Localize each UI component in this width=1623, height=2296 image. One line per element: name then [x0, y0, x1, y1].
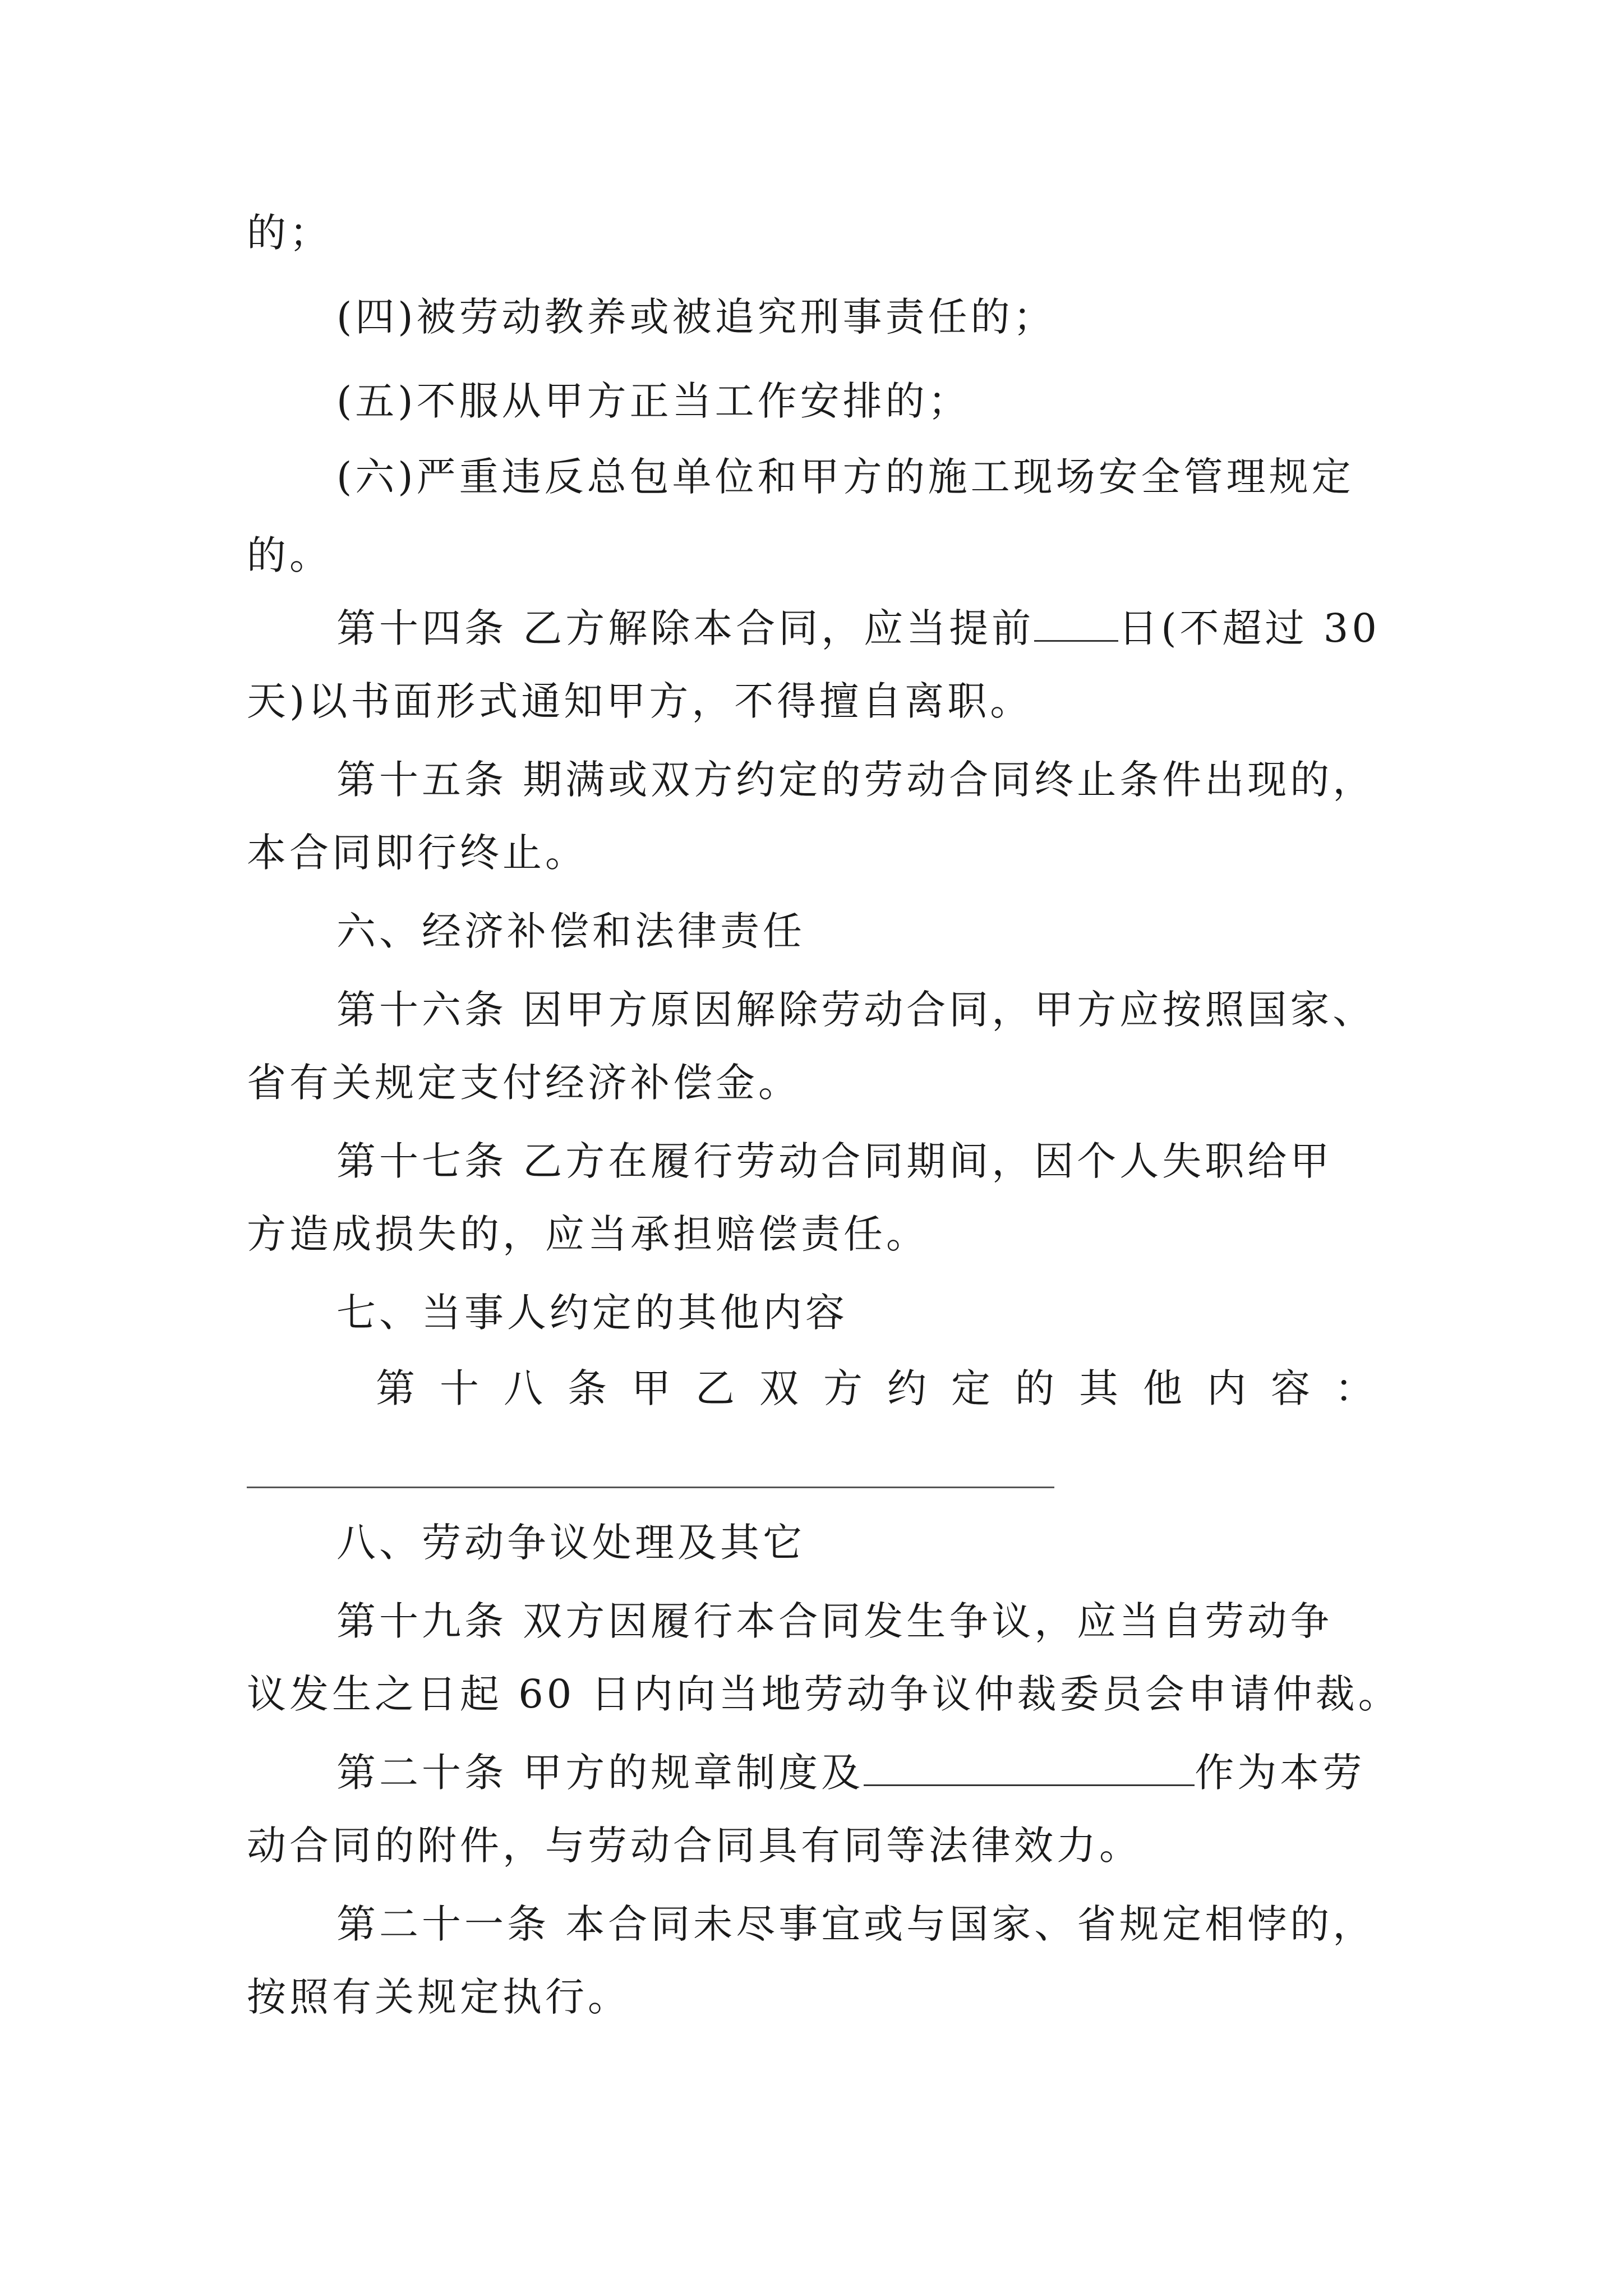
text-line: 动合同的附件，与劳动合同具有同等法律效力。 [247, 1823, 1142, 1869]
article-20-text: 第二十条 甲方的规章制度及 [336, 1750, 864, 1796]
article-15: 第十五条 期满或双方约定的劳动合同终止条件出现的， [336, 757, 1376, 803]
spread-char: 八 [504, 1365, 543, 1411]
spread-char: 乙 [695, 1365, 735, 1411]
article-21: 第二十一条 本合同未尽事宜或与国家、省规定相悖的， [336, 1901, 1376, 1947]
text-line: 本合同即行终止。 [247, 830, 588, 876]
spread-char: 定 [951, 1365, 990, 1411]
article-19: 第十九条 双方因履行本合同发生争议，应当自劳动争 [336, 1598, 1333, 1644]
spread-char: 其 [1079, 1365, 1118, 1411]
spread-char: 十 [440, 1365, 479, 1411]
fill-blank-days[interactable] [1034, 605, 1118, 642]
spread-char: 甲 [631, 1365, 671, 1411]
text-line: 按照有关规定执行。 [247, 1974, 630, 2020]
article-14-text: 第十四条 乙方解除本合同，应当提前 [336, 605, 1035, 651]
article-14 [336, 603, 1380, 654]
spread-char: 第 [376, 1365, 415, 1411]
text-line: 方造成损失的，应当承担赔偿责任。 [247, 1211, 929, 1257]
spread-char: 他 [1143, 1365, 1182, 1411]
spread-char: 约 [887, 1365, 926, 1411]
text-line: 的； [247, 210, 332, 256]
text-line: 的。 [247, 532, 332, 578]
spread-char: 双 [759, 1365, 799, 1411]
article-20-text-cont: 作为本劳 [1195, 1750, 1366, 1796]
clause-item-4: (四)被劳动教养或被追究刑事责任的； [336, 294, 1056, 340]
fill-blank-attachment[interactable] [864, 1750, 1195, 1786]
spread-char: 内 [1207, 1365, 1246, 1411]
clause-item-6: (六)严重违反总包单位和甲方的施工现场安全管理规定 [336, 454, 1354, 500]
text-line: 天)以书面形式通知甲方，不得擅自离职。 [247, 678, 1033, 724]
fill-blank-line[interactable] [247, 1487, 1054, 1488]
article-17: 第十七条 乙方在履行劳动合同期间，因个人失职给甲 [336, 1138, 1333, 1184]
article-14-text-cont: 日(不超过 30 [1118, 605, 1380, 651]
section-heading-6: 六、经济补偿和法律责任 [336, 908, 805, 954]
spread-char: 容 [1271, 1365, 1310, 1411]
text-line: 议发生之日起 60 日内向当地劳动争议仲裁委员会申请仲裁。 [247, 1671, 1401, 1717]
text-line: 省有关规定支付经济补偿金。 [247, 1060, 801, 1106]
spread-char: 方 [823, 1365, 863, 1411]
article-16: 第十六条 因甲方原因解除劳动合同，甲方应按照国家、 [336, 987, 1376, 1033]
spread-char: ： [1335, 1365, 1374, 1411]
section-heading-7: 七、当事人约定的其他内容 [336, 1290, 848, 1336]
spread-char: 条 [568, 1365, 607, 1411]
article-20 [336, 1747, 1365, 1798]
clause-item-5: (五)不服从甲方正当工作安排的； [336, 378, 971, 424]
section-heading-8: 八、劳动争议处理及其它 [336, 1520, 805, 1566]
spread-char: 的 [1015, 1365, 1054, 1411]
article-18 [376, 1363, 1374, 1414]
